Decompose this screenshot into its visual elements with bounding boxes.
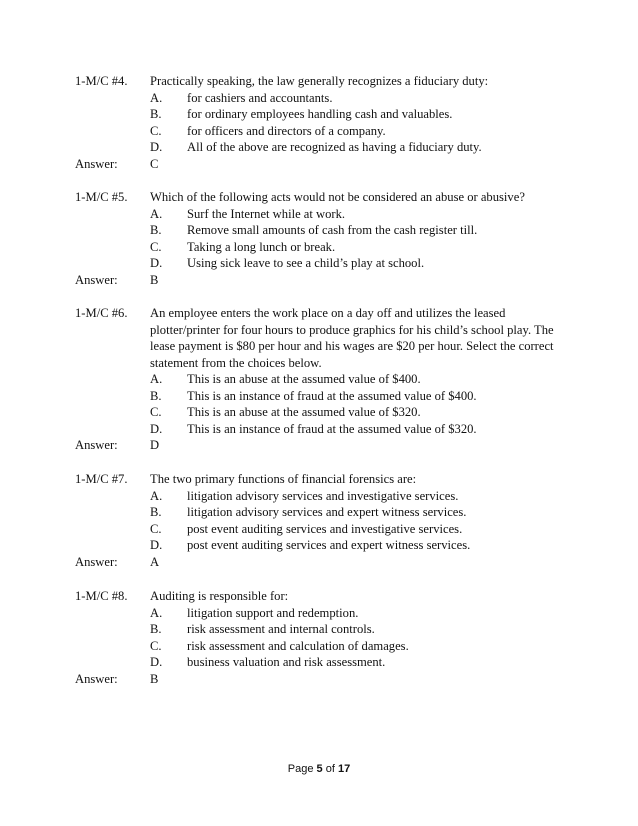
answer-value: D [150, 438, 160, 452]
answer-value: B [150, 671, 159, 686]
question-prompt: Which of the following acts would not be considered an abuse or abusive? [150, 190, 525, 204]
answer-label: Answer: [75, 671, 118, 686]
option-text: This is an instance of fraud at the assumed value of $320. [187, 421, 477, 436]
option-letter: D. [150, 538, 163, 552]
question-prompt-line: lease payment is $80 per hour and his wages are $20 per hour. Select the correct [150, 339, 554, 353]
question-number: 1-M/C #8. [75, 589, 128, 603]
option-text: litigation advisory services and expert witness services. [187, 505, 467, 519]
option-row [150, 106, 575, 123]
question-prompt: The two primary functions of financial forensics are: [150, 472, 417, 486]
option-row [150, 537, 575, 554]
question-block [75, 73, 575, 172]
option-row [150, 521, 575, 538]
option-letter: B. [150, 622, 162, 636]
option-letter: A. [150, 488, 163, 503]
question-block [75, 189, 575, 288]
option-row [150, 488, 575, 505]
question-block [75, 471, 575, 570]
option-letter: B. [150, 388, 162, 403]
page-word: Page [287, 763, 314, 775]
option-row [150, 504, 575, 521]
page-number: 5 [316, 763, 323, 775]
option-row [150, 638, 575, 655]
option-row [150, 123, 575, 140]
answer-row [75, 437, 575, 454]
option-text: All of the above are recognized as having a fiduciary duty. [187, 140, 482, 154]
option-text: business valuation and risk assessment. [187, 655, 386, 669]
option-row [150, 139, 575, 156]
answer-label: Answer: [75, 438, 118, 452]
option-row [150, 388, 575, 405]
question-number: 1-M/C #4. [75, 74, 128, 88]
option-text: for officers and directors of a company. [187, 123, 386, 138]
question-number: 1-M/C #6. [75, 306, 128, 320]
option-text: This is an abuse at the assumed value of $400. [187, 372, 421, 386]
option-text: Using sick leave to see a child’s play at school. [187, 256, 425, 270]
answer-value: B [150, 272, 159, 287]
question-block [75, 305, 575, 454]
question-block [75, 588, 575, 687]
answer-label: Answer: [75, 272, 118, 287]
question-prompt-line: plotter/printer for four hours to produce graphics for his child’s school play. The [150, 322, 554, 337]
option-letter: A. [150, 206, 163, 221]
option-row [150, 222, 575, 239]
option-row [150, 90, 575, 107]
answer-row [75, 671, 575, 688]
option-letter: C. [150, 405, 162, 419]
option-letter: D. [150, 256, 163, 270]
option-letter: D. [150, 655, 163, 669]
option-letter: C. [150, 521, 162, 536]
answer-row [75, 272, 575, 289]
option-text: litigation advisory services and investigative services. [187, 488, 459, 503]
option-row [150, 255, 575, 272]
option-row [150, 654, 575, 671]
option-row [150, 404, 575, 421]
option-row [150, 239, 575, 256]
question-prompt-line: statement from the choices below. [150, 355, 322, 370]
option-letter: C. [150, 638, 162, 653]
of-word: of [325, 763, 335, 775]
option-letter: B. [150, 223, 162, 237]
option-text: for cashiers and accountants. [187, 90, 333, 105]
option-letter: D. [150, 421, 163, 436]
option-text: Surf the Internet while at work. [187, 206, 346, 221]
question-number: 1-M/C #5. [75, 190, 128, 204]
option-row [150, 371, 575, 388]
answer-label: Answer: [75, 554, 118, 569]
question-prompt-line: An employee enters the work place on a day off and utilizes the leased [150, 306, 506, 320]
option-letter: A. [150, 605, 163, 620]
option-text: post event auditing services and investigative services. [187, 521, 463, 536]
answer-label: Answer: [75, 156, 118, 171]
question-number: 1-M/C #7. [75, 472, 128, 486]
option-row [150, 605, 575, 622]
question-prompt [150, 305, 575, 371]
answer-value: C [150, 156, 159, 171]
option-letter: C. [150, 123, 162, 138]
option-letter: C. [150, 239, 162, 254]
option-text: litigation support and redemption. [187, 605, 359, 620]
total-pages: 17 [337, 763, 351, 775]
answer-value: A [150, 554, 160, 569]
question-prompt: Practically speaking, the law generally recognizes a fiduciary duty: [150, 74, 489, 88]
option-row [150, 206, 575, 223]
option-row [150, 421, 575, 438]
option-text: for ordinary employees handling cash and valuables. [187, 107, 453, 121]
answer-row [75, 554, 575, 571]
answer-row [75, 156, 575, 173]
option-text: Remove small amounts of cash from the cash register till. [187, 223, 478, 237]
option-text: risk assessment and calculation of damages. [187, 638, 409, 653]
option-text: post event auditing services and expert witness services. [187, 538, 471, 552]
option-text: This is an instance of fraud at the assumed value of $400. [187, 388, 477, 403]
option-text: risk assessment and internal controls. [187, 622, 375, 636]
option-text: Taking a long lunch or break. [187, 239, 336, 254]
page-footer [0, 762, 638, 776]
option-letter: D. [150, 140, 163, 154]
question-prompt: Auditing is responsible for: [150, 589, 289, 603]
option-letter: B. [150, 107, 162, 121]
option-row [150, 621, 575, 638]
option-letter: A. [150, 90, 163, 105]
option-letter: A. [150, 372, 163, 386]
option-text: This is an abuse at the assumed value of $320. [187, 405, 421, 419]
option-letter: B. [150, 505, 162, 519]
